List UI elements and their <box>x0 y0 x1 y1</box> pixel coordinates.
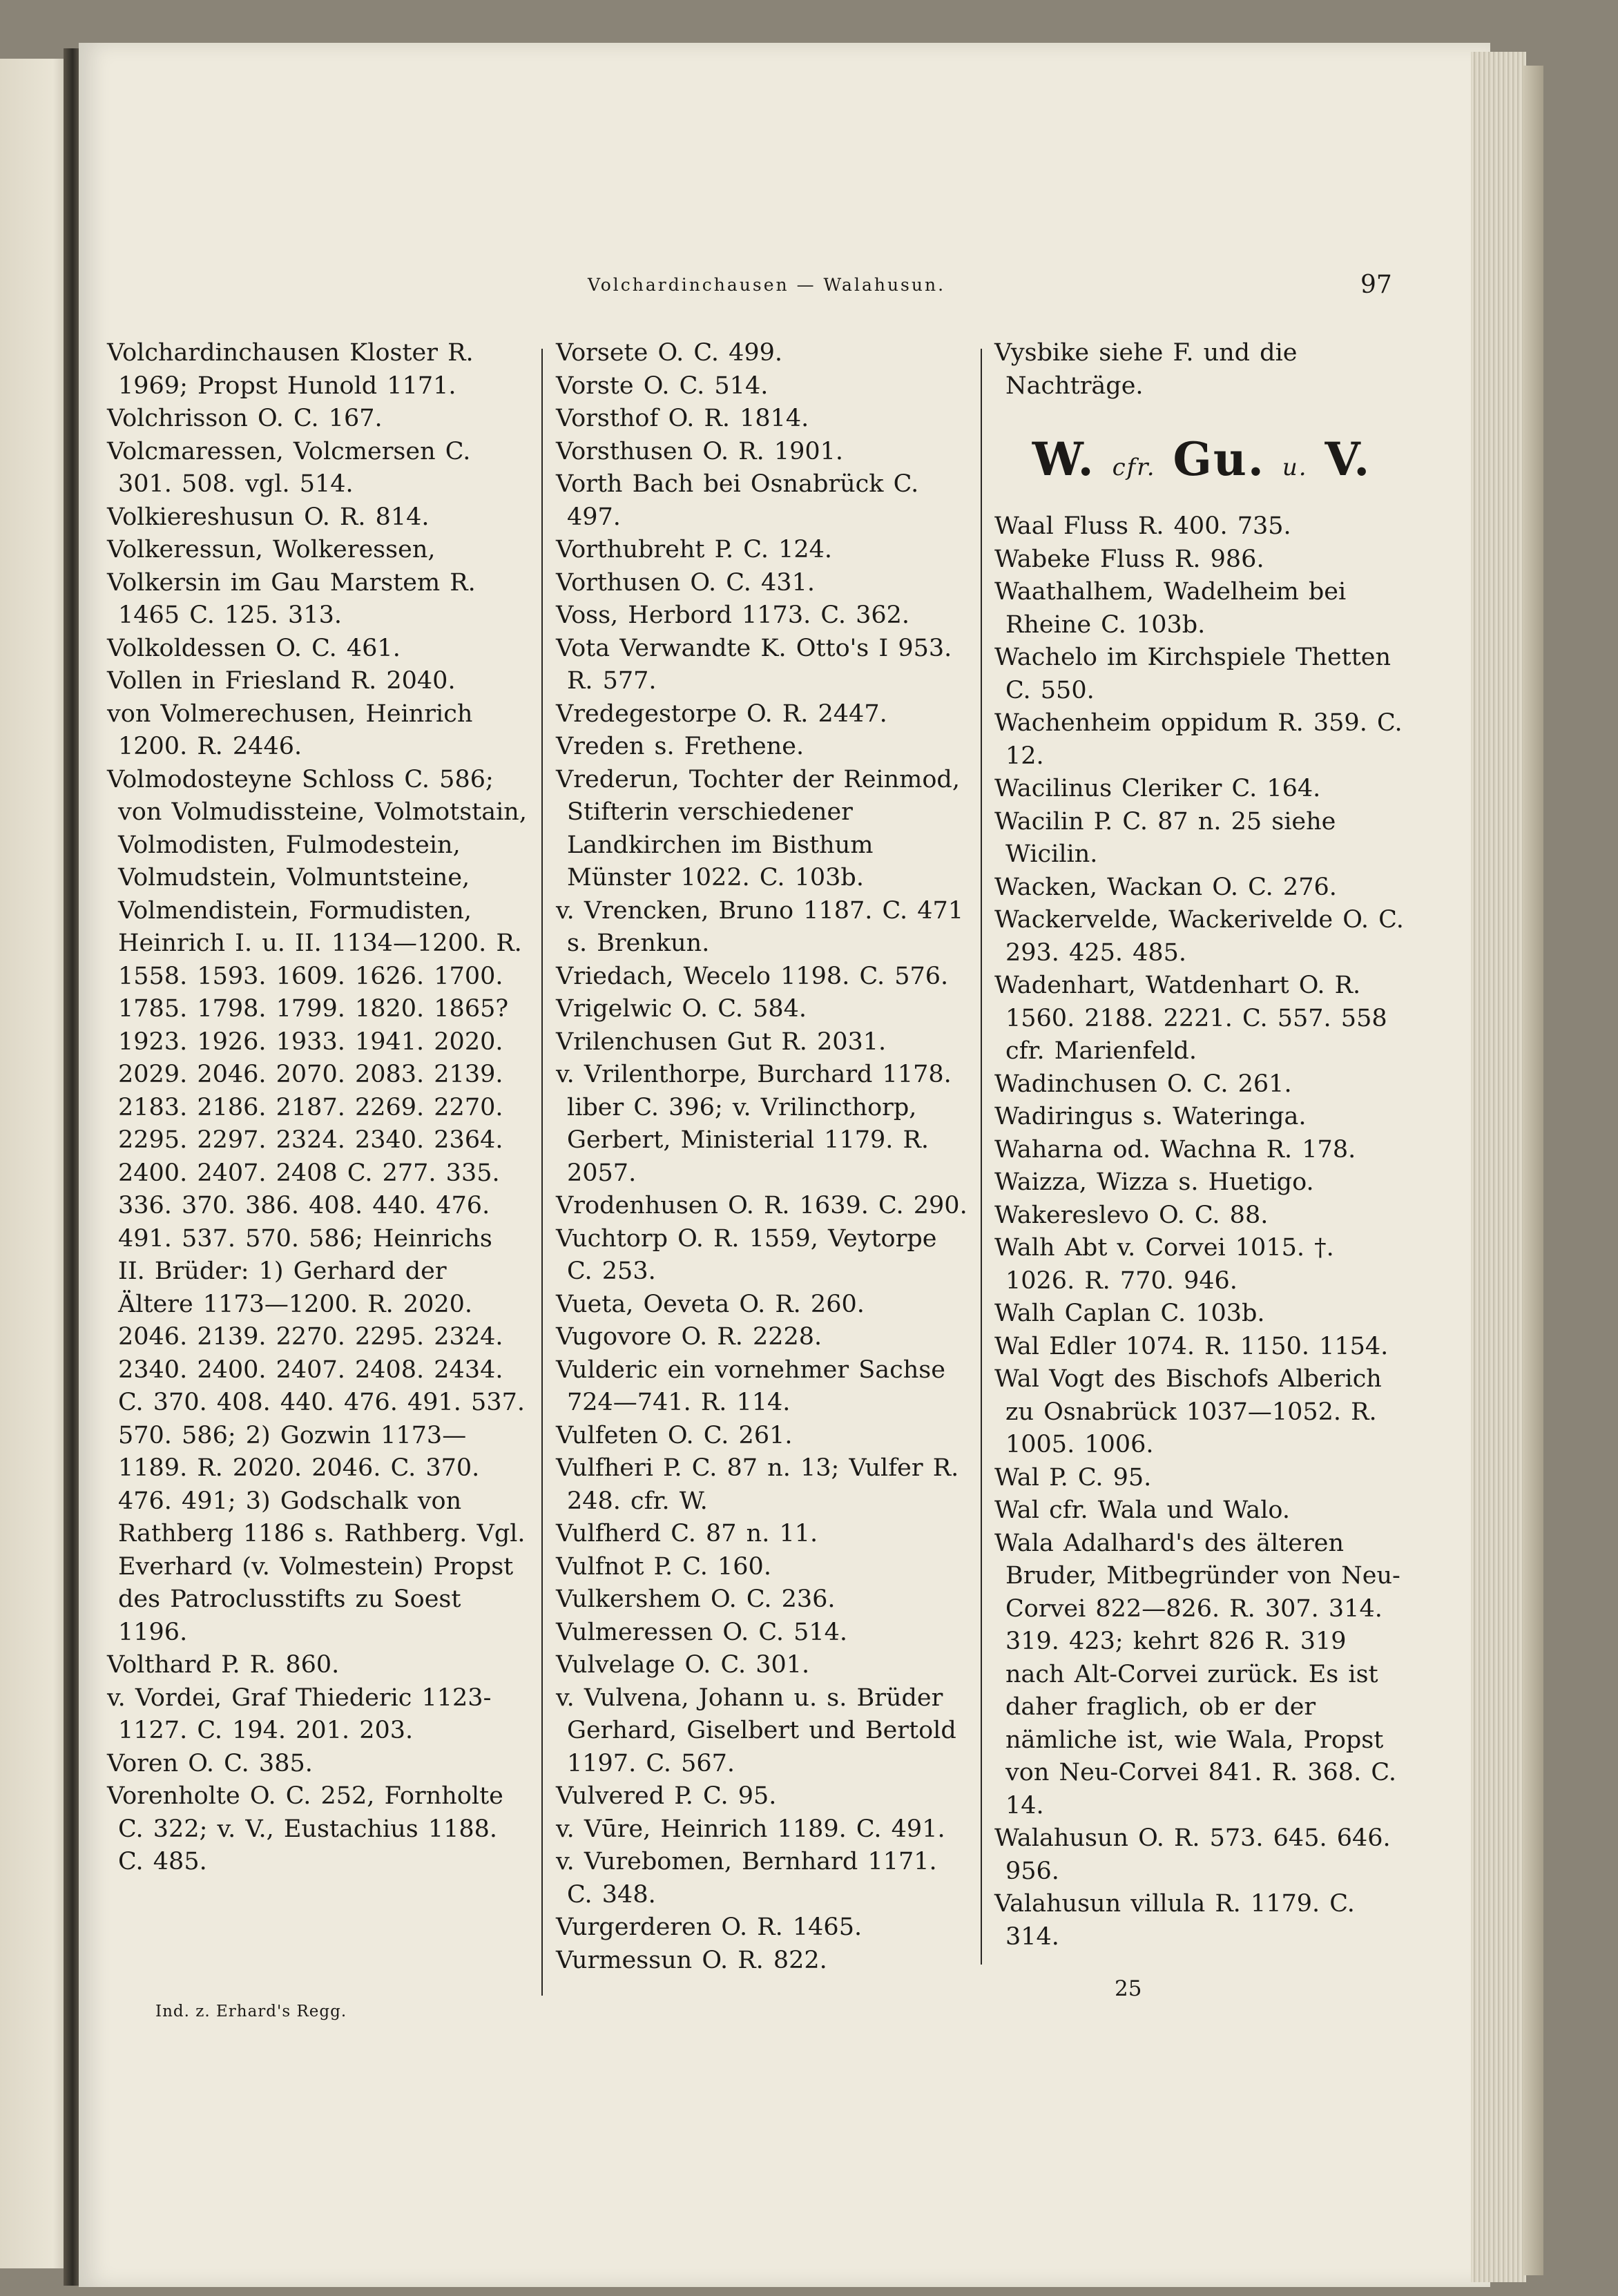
index-entry: Vriedach, Wecelo 1198. C. 576. <box>556 962 949 990</box>
index-entry: Wala Adalhard's des älteren Bruder, Mitbegründer von Neu-Corvei 822—826. R. 307. 314. 319. 423; kehrt 826 R. 319 nach Alt-Corvei zurück. Es ist daher fraglich, ob er der nämliche ist, wie Wala, Propst von Neu-Corvei 841. R. 368. C. 14. <box>994 1529 1400 1820</box>
index-entry: Waharna od. Wachna R. 178. <box>994 1135 1356 1164</box>
index-entry: Vrodenhusen O. R. 1639. C. 290. <box>556 1192 967 1219</box>
index-entry: Waal Fluss R. 400. 735. <box>994 512 1291 540</box>
index-column-2 <box>556 337 968 1977</box>
index-entry: v. Vrencken, Bruno 1187. C. 471 s. Brenkun. <box>556 896 964 957</box>
section-ref-v: V. <box>1325 432 1371 486</box>
index-entry: Vorste O. C. 514. <box>556 372 769 400</box>
index-entry: Volkersin im Gau Marstem R. 1465 C. 125. 313. <box>107 568 476 629</box>
index-entry: Wacilin P. C. 87 n. 25 siehe Wicilin. <box>994 807 1336 868</box>
section-heading-w <box>994 432 1409 495</box>
index-entry: v. Vurebomen, Bernhard 1171. C. 348. <box>556 1848 937 1909</box>
index-entry: Vurgerderen O. R. 1465. <box>556 1913 863 1941</box>
index-entry: Volthard P. R. 860. <box>107 1651 340 1679</box>
index-entry: Wal cfr. Wala und Walo. <box>994 1496 1290 1524</box>
section-und: u. <box>1282 454 1308 481</box>
index-entry: Vulfheri P. C. 87 n. 13; Vulfer R. 248. cfr. W. <box>556 1454 959 1515</box>
index-entry: Walh Abt v. Corvei 1015. †. 1026. R. 770. 946. <box>994 1234 1334 1295</box>
index-entry: Vysbike siehe F. und die Nachträge. <box>994 339 1298 400</box>
index-entry: v. Vūre, Heinrich 1189. C. 491. <box>556 1815 945 1843</box>
index-entry: Vorth Bach bei Osnabrück C. 497. <box>556 470 919 531</box>
index-entry: Vorthusen O. C. 431. <box>556 568 815 597</box>
running-header: Volchardinchausen — Walahusun. <box>587 275 946 295</box>
index-entry: Vueta, Oeveta O. R. 260. <box>556 1290 865 1318</box>
index-entry: Volkeressun, Wolkeressen, <box>107 536 436 563</box>
index-entry: Vorthubreht P. C. 124. <box>556 536 833 563</box>
section-ref-gu: Gu. <box>1173 432 1265 486</box>
index-entry: Vuchtorp O. R. 1559, Veytorpe C. 253. <box>556 1224 937 1285</box>
index-entry: Vorsthusen O. R. 1901. <box>556 437 844 465</box>
index-entry: Walahusun O. R. 573. 645. 646. 956. <box>994 1824 1391 1885</box>
index-entry: Wadinchusen O. C. 261. <box>994 1070 1292 1098</box>
index-entry: Wal P. C. 95. <box>994 1463 1152 1492</box>
index-entry: Volchrisson O. C. 167. <box>107 405 383 432</box>
page-edges <box>1471 52 1526 2282</box>
index-entry: Wacken, Wackan O. C. 276. <box>994 873 1337 901</box>
index-entry: Vrederun, Tochter der Reinmod, Stifterin verschiedener Landkirchen im Bisthum Münster 1022. C. 103b. <box>556 765 960 891</box>
index-entry: Wal Edler 1074. R. 1150. 1154. <box>994 1332 1389 1360</box>
index-entry: Wal Vogt des Bischofs Alberich zu Osnabrück 1037—1052. R. 1005. 1006. <box>994 1365 1382 1458</box>
column-divider-2 <box>981 349 982 1965</box>
index-entry: Volkiereshusun O. R. 814. <box>107 503 430 531</box>
index-entry: Vurmessun O. R. 822. <box>556 1946 827 1974</box>
index-entry: Vulvelage O. C. 301. <box>556 1651 810 1679</box>
index-entry: Voren O. C. 385. <box>107 1749 313 1777</box>
index-entry: Vollen in Friesland R. 2040. <box>107 667 456 695</box>
index-entry: Volchardinchausen Kloster R. 1969; Propst Hunold 1171. <box>107 339 474 400</box>
index-entry: Vredegestorpe O. R. 2447. <box>556 700 887 728</box>
index-entry: Volmodosteyne Schloss C. 586; von Volmudissteine, Volmotstain, Volmodisten, Fulmodestein, Volmudstein, Volmuntsteine, Volmendistein, Formudisten, Heinrich I. u. II. 1134—1200. R. 1558. 1593. 1609. 1626. 1700. 1785. 1798. 1799. 1820. 1865? 1923. 1926. 1933. 1941. 2020. 2029. 2046. 2070. 2083. 2139. 2183. 2186. 2187. 2269. 2270. 2295. 2297. 2324. 2340. 2364. 2400. 2407. 2408 C. 277. 335. 336. 370. 386. 408. 440. 476. 491. 537. 570. 586; Heinrichs II. Brüder: 1) Gerhard der Ältere 1173—1200. R. 2020. 2046. 2139. 2270. 2295. 2324. 2340. 2400. 2407. 2408. 2434. C. 370. 408. 440. 476. 491. 537. 570. 586; 2) Gozwin 1173—1189. R. 2020. 2046. C. 370. 476. 491; 3) Godschalk von Rathberg 1186 s. Rathberg. Vgl. Everhard (v. Volmestein) Propst des Patroclusstifts zu Soest 1196. <box>107 765 527 1646</box>
index-entry: Volcmaressen, Volcmersen C. 301. 508. vgl. 514. <box>107 437 471 498</box>
index-entry: v. Vordei, Graf Thiederic 1123-1127. C. 194. 201. 203. <box>107 1684 492 1744</box>
index-entry: Voss, Herbord 1173. C. 362. <box>556 601 910 629</box>
index-entry: Wadenhart, Watdenhart O. R. 1560. 2188. 2221. C. 557. 558 cfr. Marienfeld. <box>994 972 1387 1065</box>
index-entry: Vulfnot P. C. 160. <box>556 1552 771 1581</box>
index-entry: Vulvered P. C. 95. <box>556 1782 777 1810</box>
index-entry: Vrigelwic O. C. 584. <box>556 995 807 1023</box>
index-entry: Wackervelde, Wackerivelde O. C. 293. 425. 485. <box>994 906 1404 967</box>
index-entry: Vulderic ein vornehmer Sachse 724—741. R. 114. <box>556 1356 945 1416</box>
index-entry: Waathalhem, Wadelheim bei Rheine C. 103b. <box>994 578 1347 639</box>
index-entry: v. Vrilenthorpe, Burchard 1178. liber C. 396; v. Vrilincthorp, Gerbert, Ministerial 1179. R. 2057. <box>556 1061 952 1187</box>
index-entry: Vrilenchusen Gut R. 2031. <box>556 1028 887 1056</box>
index-entry: Wakereslevo O. C. 88. <box>994 1201 1269 1229</box>
section-cfr: cfr. <box>1112 454 1156 481</box>
index-entry: Wadiringus s. Wateringa. <box>994 1103 1307 1130</box>
index-entry: Walh Caplan C. 103b. <box>994 1300 1265 1327</box>
index-entry: Wabeke Fluss R. 986. <box>994 545 1264 573</box>
index-entry: Vulfeten O. C. 261. <box>556 1421 793 1449</box>
signature-line: Ind. z. Erhard's Regg. <box>155 2003 347 2020</box>
index-entry: Wachelo im Kirchspiele Thetten C. 550. <box>994 644 1391 704</box>
page-edges-shadow <box>1523 66 1543 2275</box>
index-entry: Vorsthof O. R. 1814. <box>556 405 809 432</box>
index-entry: Vulkershem O. C. 236. <box>556 1585 836 1613</box>
index-entry: Vugovore O. R. 2228. <box>556 1323 822 1351</box>
index-entry: Wacilinus Cleriker C. 164. <box>994 775 1321 802</box>
sheet-number: 25 <box>1115 1976 1142 2001</box>
index-entry: Vota Verwandte K. Otto's I 953. R. 577. <box>556 634 952 695</box>
section-letter: W. <box>1032 432 1095 486</box>
column-divider-1 <box>541 349 543 1996</box>
index-entry: Vorenholte O. C. 252, Fornholte C. 322; v. V., Eustachius 1188. C. 485. <box>107 1782 503 1875</box>
index-entry: Vulfherd C. 87 n. 11. <box>556 1520 818 1547</box>
index-column-3 <box>994 337 1409 1953</box>
index-entry: Valahusun villula R. 1179. C. 314. <box>994 1890 1355 1951</box>
index-entry: Vulmeressen O. C. 514. <box>556 1618 848 1646</box>
index-column-1 <box>107 337 528 1879</box>
index-entry: Vreden s. Frethene. <box>556 733 805 760</box>
index-entry: Wachenheim oppidum R. 359. C. 12. <box>994 709 1403 770</box>
page-number: 97 <box>1360 271 1392 299</box>
index-entry: v. Vulvena, Johann u. s. Brüder Gerhard, Giselbert und Bertold 1197. C. 567. <box>556 1684 956 1777</box>
index-entry: Vorsete O. C. 499. <box>556 339 783 367</box>
index-entry: Volkoldessen O. C. 461. <box>107 634 401 662</box>
index-entry: Waizza, Wizza s. Huetigo. <box>994 1168 1314 1196</box>
index-entry: von Volmerechusen, Heinrich 1200. R. 2446. <box>107 700 473 760</box>
